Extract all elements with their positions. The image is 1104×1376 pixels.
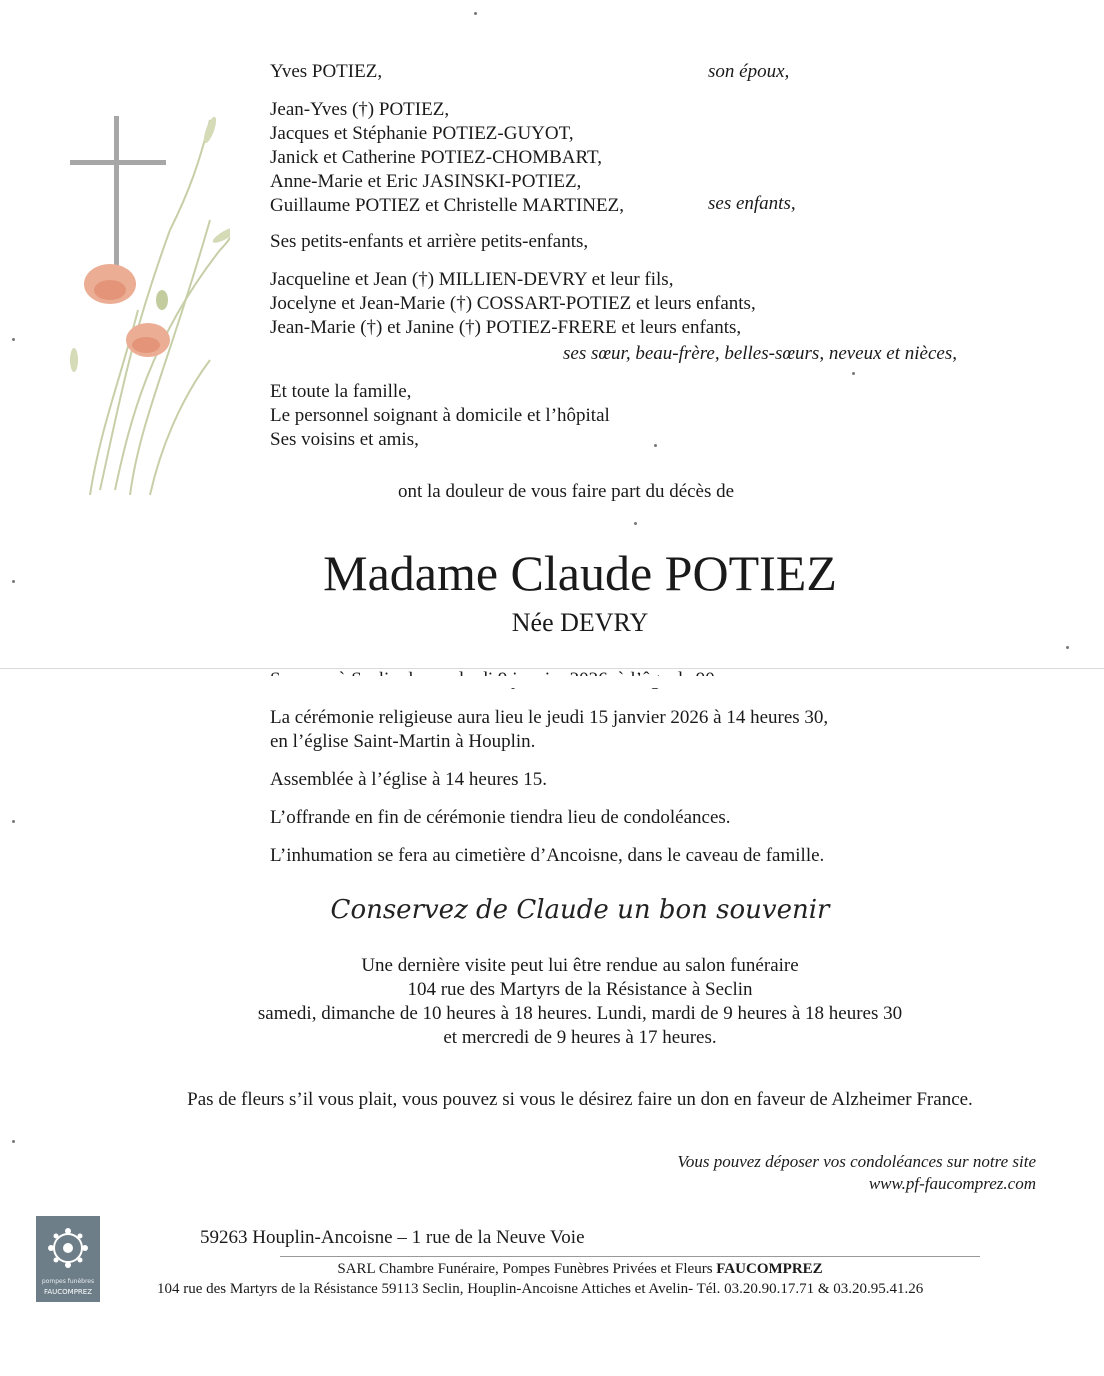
footer-contact: 104 rue des Martyrs de la Résistance 59113 Seclin, Houplin-Ancoisne Attiches et Avelin- Tél. 03.20.90.17.71 & 03.20.95.41.26 bbox=[157, 1281, 924, 1297]
scan-speck bbox=[852, 372, 855, 375]
child-line: Jean-Yves (†) POTIEZ, bbox=[270, 99, 450, 120]
scan-speck bbox=[654, 444, 657, 447]
visit-line: samedi, dimanche de 10 heures à 18 heures. Lundi, mardi de 9 heures à 18 heures 30 bbox=[257, 1003, 903, 1024]
visit-line: et mercredi de 9 heures à 17 heures. bbox=[443, 1027, 717, 1048]
other-line: Et toute la famille, bbox=[270, 381, 412, 402]
cross-poppy-illustration bbox=[60, 100, 230, 500]
footer-company-name: FAUCOMPREZ bbox=[716, 1261, 823, 1277]
footer-company bbox=[0, 1259, 1104, 1279]
other-line: Ses voisins et amis, bbox=[270, 429, 419, 450]
scan-speck bbox=[12, 338, 15, 341]
scan-speck bbox=[12, 580, 15, 583]
sibling-line: Jacqueline et Jean (†) MILLIEN-DEVRY et leur fils, bbox=[270, 269, 674, 290]
cross-horizontal bbox=[70, 160, 166, 165]
birth-name: Née DEVRY bbox=[511, 608, 649, 637]
burial-line: L’inhumation se fera au cimetière d’Ancoisne, dans le caveau de famille. bbox=[270, 845, 825, 866]
other-line: Le personnel soignant à domicile et l’hôpital bbox=[270, 405, 610, 426]
scan-speck bbox=[474, 12, 477, 15]
grandchildren-line: Ses petits-enfants et arrière petits-enfants, bbox=[270, 231, 589, 252]
footer-company-prefix: SARL Chambre Funéraire, Pompes Funèbres Privées et Fleurs bbox=[337, 1261, 717, 1277]
footer-address: 59263 Houplin-Ancoisne – 1 rue de la Neuve Voie bbox=[200, 1227, 585, 1248]
condolences-site[interactable]: www.pf-faucomprez.com bbox=[868, 1174, 1036, 1193]
scan-speck bbox=[634, 522, 637, 525]
child-line: Anne-Marie et Eric JASINSKI-POTIEZ, bbox=[270, 171, 582, 192]
spouse-role: son époux, bbox=[708, 61, 790, 82]
logo-caption: pompes funèbres bbox=[41, 1278, 95, 1285]
logo-brand: FAUCOMPREZ bbox=[43, 1288, 93, 1296]
child-line: Janick et Catherine POTIEZ-CHOMBART, bbox=[270, 147, 602, 168]
assembly-line: Assemblée à l’église à 14 heures 15. bbox=[270, 769, 547, 790]
spouse-name: Yves POTIEZ, bbox=[270, 61, 383, 82]
scan-cut-overlay bbox=[0, 676, 1104, 688]
offering-line: L’offrande en fin de cérémonie tiendra lieu de condoléances. bbox=[270, 807, 731, 828]
poppy-flowers bbox=[84, 264, 170, 357]
sibling-line: Jean-Marie (†) et Janine (†) POTIEZ-FRERE et leurs enfants, bbox=[270, 317, 742, 338]
sibling-line: Jocelyne et Jean-Marie (†) COSSART-POTIEZ et leurs enfants, bbox=[270, 293, 756, 314]
child-line: Guillaume POTIEZ et Christelle MARTINEZ, bbox=[270, 195, 624, 216]
script-message: Conservez de Claude un bon souvenir bbox=[330, 895, 830, 925]
deceased-name: Madame Claude POTIEZ bbox=[323, 545, 837, 601]
ceremony-line: La cérémonie religieuse aura lieu le jeudi 15 janvier 2026 à 14 heures 30, bbox=[270, 707, 829, 728]
ceremony-line: en l’église Saint-Martin à Houplin. bbox=[270, 731, 536, 752]
scan-speck bbox=[1066, 646, 1069, 649]
child-line: Jacques et Stéphanie POTIEZ-GUYOT, bbox=[270, 123, 574, 144]
scan-speck bbox=[12, 1140, 15, 1143]
condolences-text: Vous pouvez déposer vos condoléances sur notre site bbox=[677, 1152, 1036, 1171]
flowers-note: Pas de fleurs s’il vous plait, vous pouvez si vous le désirez faire un don en faveur de Alzheimer France. bbox=[187, 1089, 973, 1110]
siblings-role: ses sœur, beau-frère, belles-sœurs, neveux et nièces, bbox=[563, 343, 957, 364]
footer-rule bbox=[280, 1256, 980, 1257]
children-role: ses enfants, bbox=[708, 193, 796, 214]
poppy-bud bbox=[156, 290, 168, 310]
visit-line: Une dernière visite peut lui être rendue au salon funéraire bbox=[361, 955, 799, 976]
visit-line: 104 rue des Martyrs de la Résistance à Seclin bbox=[407, 979, 753, 1000]
scan-speck bbox=[12, 820, 15, 823]
announcement: ont la douleur de vous faire part du décès de bbox=[398, 481, 735, 502]
